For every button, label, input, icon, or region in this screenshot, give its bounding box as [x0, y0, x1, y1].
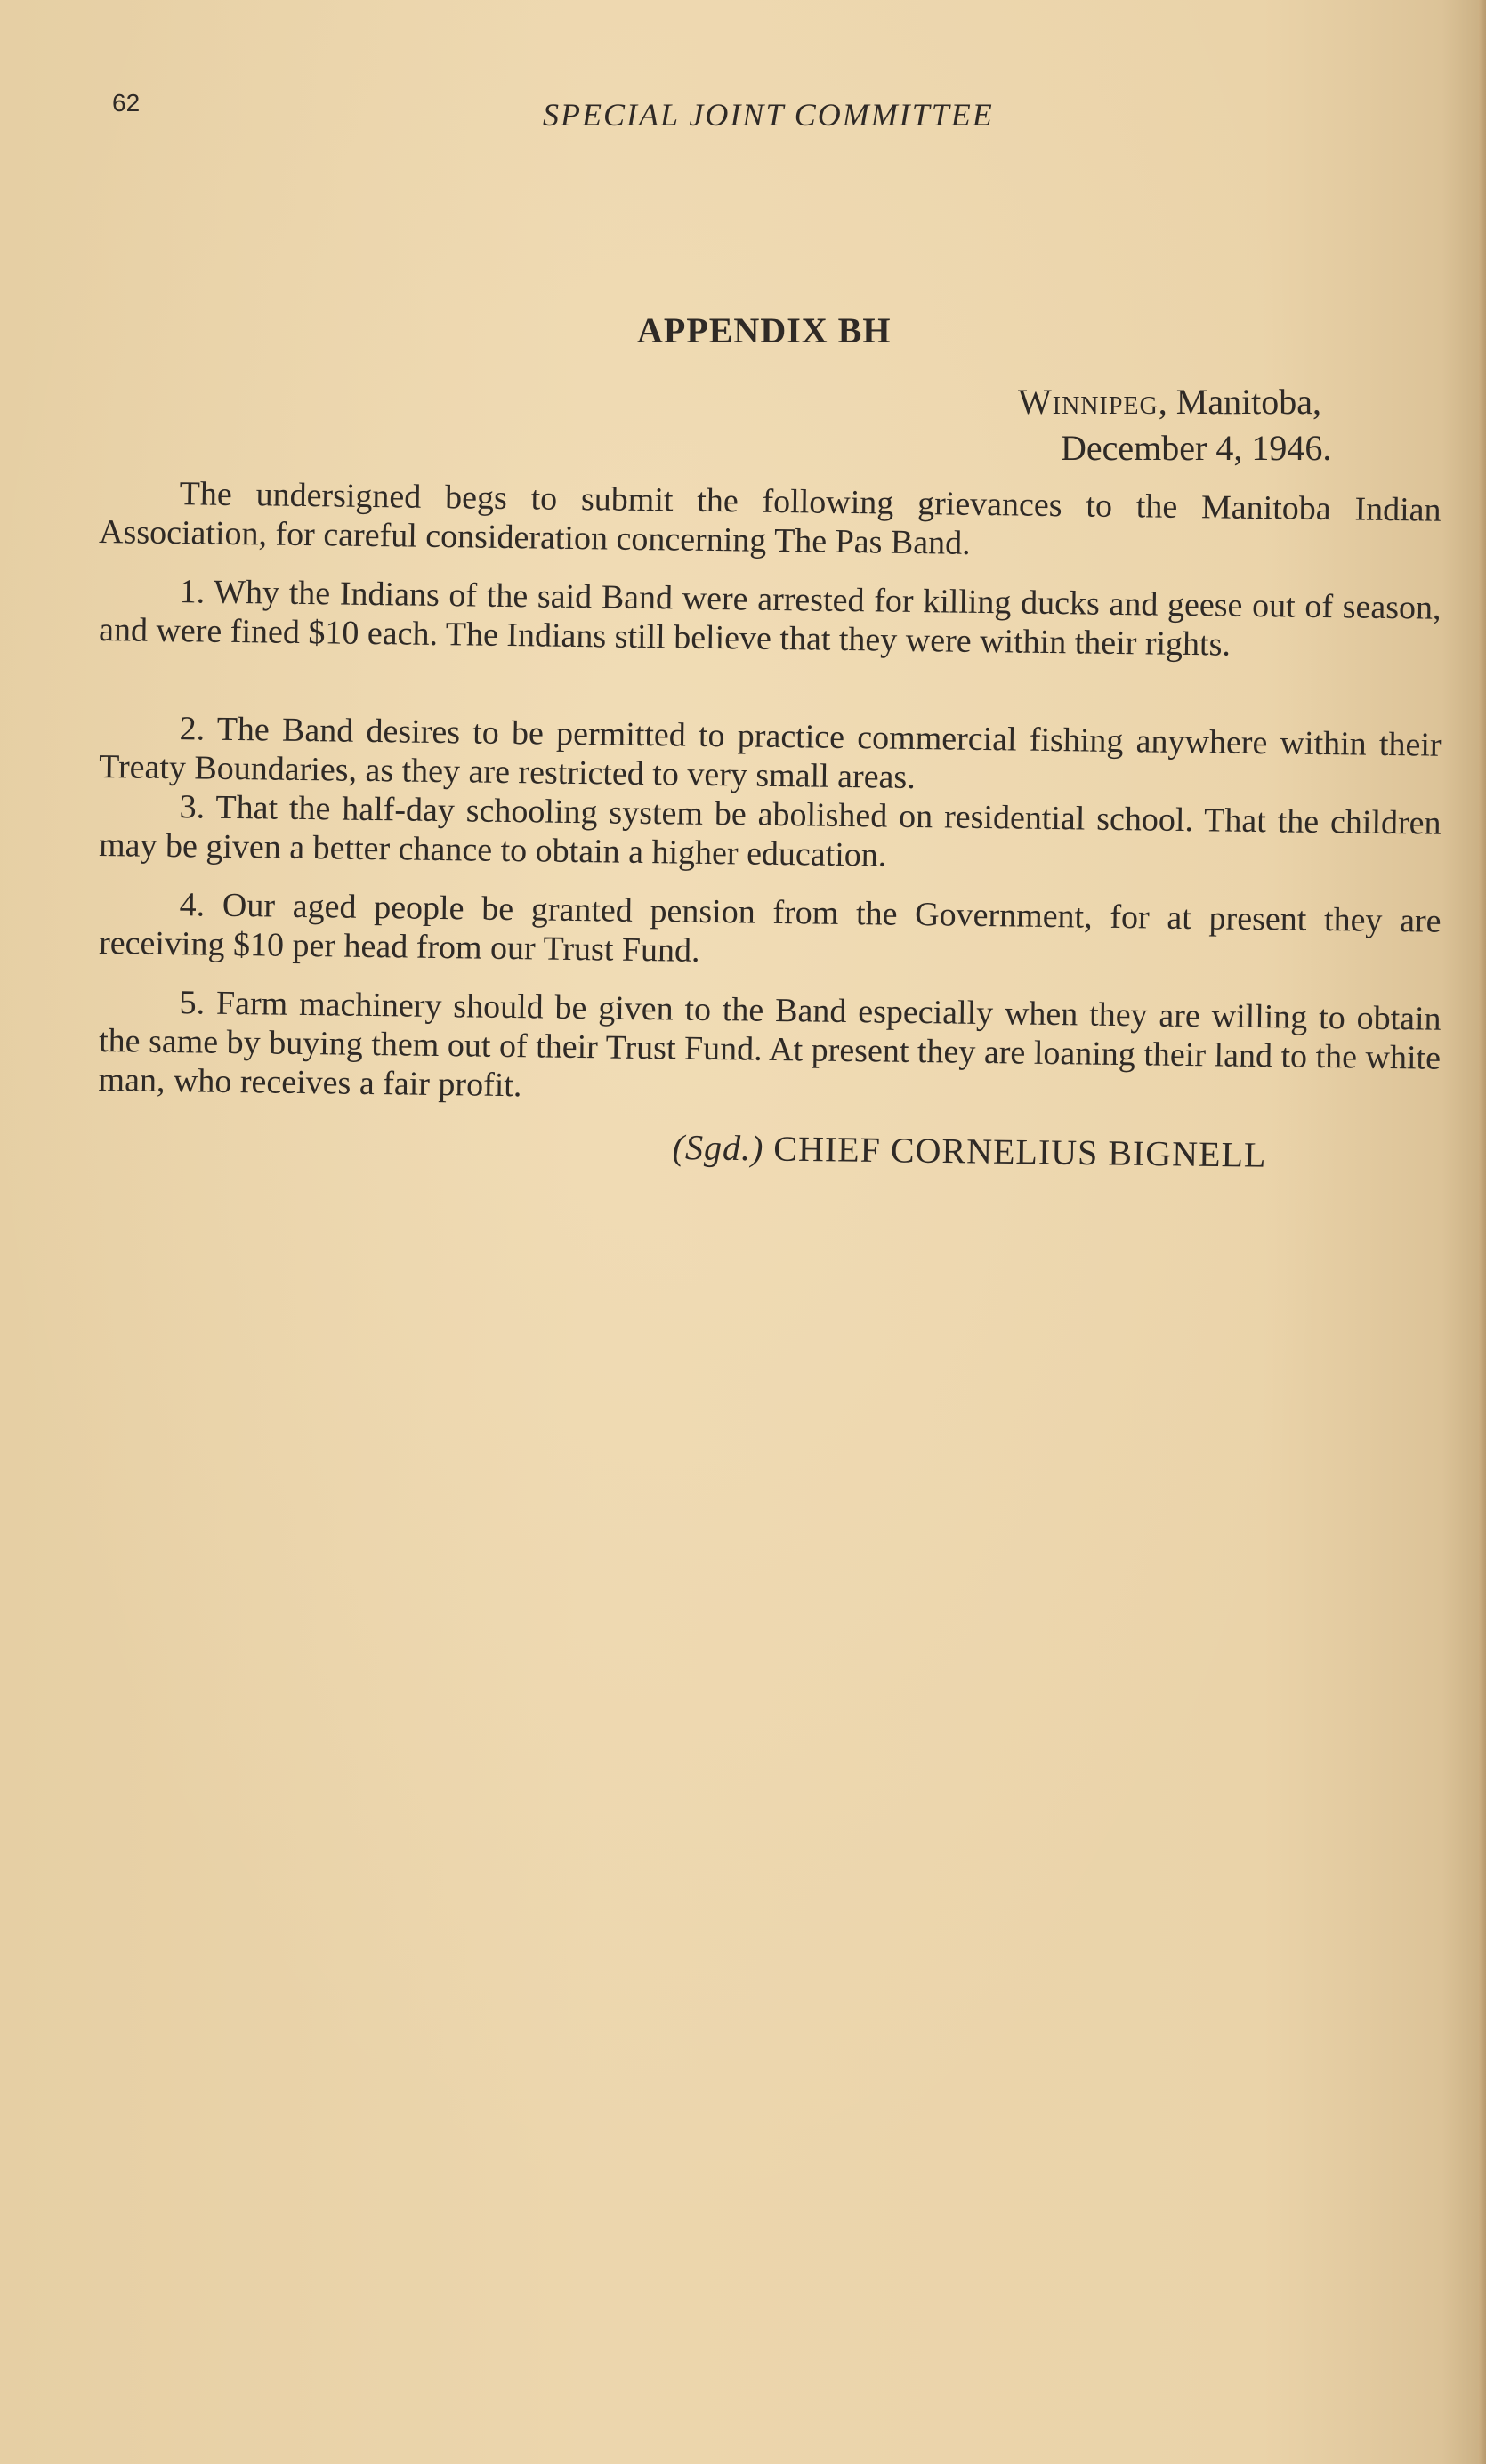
grievance-4: 4. Our aged people be granted pension from the Government, for at present they are receiving $10 per head from our Trust Fund. — [98, 886, 1442, 970]
grievance-3: 3. That the half-day schooling system be abolished on residential school. That the children may be given a better chance to obtain a higher education. — [98, 788, 1442, 874]
page-number: 62 — [112, 89, 141, 117]
letter-place — [1018, 381, 1321, 423]
signature-name: CHIEF CORNELIUS BIGNELL — [773, 1128, 1267, 1175]
running-head: SPECIAL JOINT COMMITTEE — [543, 97, 994, 133]
place-city: Winnipeg — [1018, 382, 1159, 422]
grievance-2: 2. The Band desires to be permitted to practice commercial fishing anywhere within their Treaty Boundaries, as they are restricted to very small areas. — [98, 710, 1442, 797]
page-edge — [1479, 0, 1486, 2464]
place-province: , Manitoba, — [1158, 382, 1322, 422]
grievance-1: 1. Why the Indians of the said Band were arrested for killing ducks and geese out of season, and were fined $10 each. The Indians still believe that they were within their rights. — [98, 573, 1442, 664]
intro-paragraph: The undersigned begs to submit the following grievances to the Manitoba Indian Association, for careful consideration concerning The Pas Band. — [98, 475, 1442, 562]
grievance-5: 5. Farm machinery should be given to the Band especially when they are willing to obtain the same by buying them out of their Trust Fund. At present they are loaning their land to the white man, who receives a fair profit. — [98, 984, 1442, 1105]
signature-line — [672, 1126, 1266, 1176]
appendix-title: APPENDIX BH — [637, 310, 892, 350]
letter-date: December 4, 1946. — [1061, 428, 1332, 468]
signature-prefix: (Sgd.) — [672, 1126, 764, 1169]
